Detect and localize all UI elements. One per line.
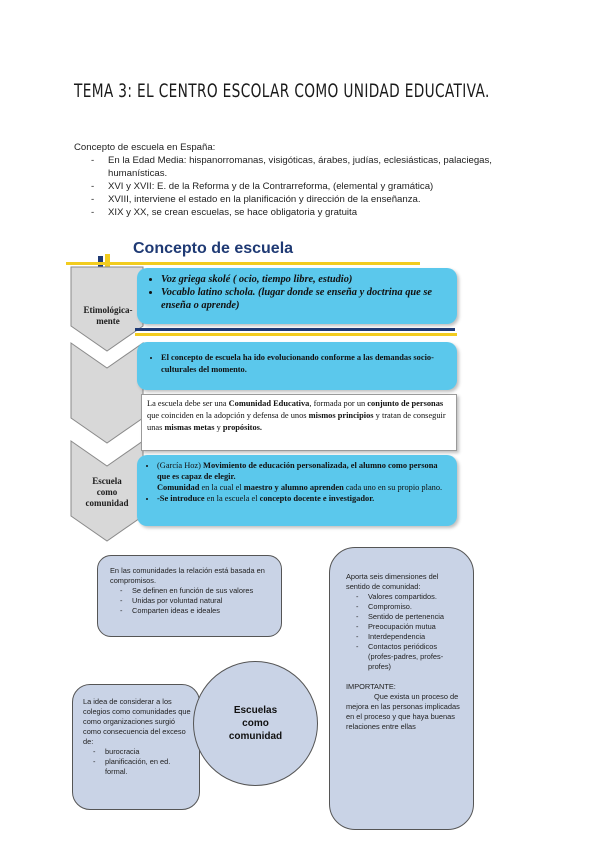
text-run-bold: mismos principios [308,411,374,420]
important-label: IMPORTANTE: [346,682,396,691]
text-run: que coinciden en la adopción y defensa de unos [147,411,309,420]
center-label-line: comunidad [228,731,283,742]
list-item: - Se definen en función de sus valores [132,586,271,596]
list-item: - Contactos periódicos (profes-padres, profes-profes) [368,642,463,672]
community-definition-box [141,394,457,451]
list-item: - Preocupación mutua [368,622,463,632]
list-item: - Comparten ideas e ideales [132,606,271,616]
text-run: La escuela debe ser una [147,399,229,408]
list-item: - Sentido de pertenencia [368,612,463,622]
mindmap-right-box [329,547,474,830]
mindmap-center-circle [193,661,318,786]
text-run-bold: Movimiento de educación personalizada, el alumno como persona que es capaz de elegir. [157,461,438,481]
list-item: - Interdependencia [368,632,463,642]
text-run: (García Hoz) [157,461,204,470]
decorative-bar [135,333,457,336]
text-run-bold: Comunidad Educativa [228,399,310,408]
etymology-box [137,268,457,324]
intro-section [74,141,534,219]
list-item: - Compromiso. [368,602,463,612]
text-run-bold: mismas metas [164,423,215,432]
text-run: y tratan de conseguir unas [147,411,446,432]
mindmap-right-intro: Aporta seis dimensiones del sentido de comunidad: [346,572,439,591]
text-run: y [214,423,223,432]
mindmap-top-intro: En las comunidades la relación está basada en compromisos. [110,566,265,585]
chevron-label-escuela-comunidad [72,476,142,509]
mindmap-left-box [72,684,200,810]
list-item: - Unidas por voluntad natural [132,596,271,606]
evolution-box [137,342,457,390]
chevron-label-line: comunidad [85,498,129,508]
center-label-line: Escuelas [233,705,278,716]
list-item: - XVIII, interviene el estado en la planificación y dirección de la enseñanza. [108,193,534,206]
intro-heading: Concepto de escuela en España: [74,142,216,153]
etymology-latin: • Vocablo latino schola. (lugar donde se enseña y doctrina que se enseña o aprende) [161,286,449,312]
personalized-item [157,493,451,504]
text-run: cada uno en su propio plano. [343,483,443,492]
list-item: - En la Edad Media: hispanorromanas, visigóticas, árabes, judías, eclesiásticas, palaciegas, humanísticas. [108,154,534,180]
text-run: en la cual el [199,483,244,492]
list-item: - XIX y XX, se crean escuelas, se hace obligatoria y gratuita [108,206,534,219]
list-item: - burocracia [105,747,191,757]
text-run: , formada por un [309,399,368,408]
text-run-bold: conjunto de personas [367,399,444,408]
important-text: Que exista un proceso de mejora en las personas implicadas en el proceso y que haya buenas relaciones entre ellas [346,692,460,731]
mindmap-top-box [97,555,282,637]
text-run: en la escuela el [206,494,260,503]
etymology-greek: • Voz griega skolé ( ocio, tiempo libre, estudio) [161,273,449,286]
chevron-label-etimologicamente: Etimológica-mente [83,305,133,326]
chevron-label-line: Escuela [92,476,122,486]
center-label-line: como [242,718,269,729]
diagram-title: Concepto de escuela [133,240,294,257]
personalized-item [157,460,451,493]
text-run-bold: -Se introduce [157,494,207,503]
text-run-bold: maestro y alumno aprenden [243,483,344,492]
text-run-bold: propósitos. [222,423,263,432]
list-item: - planificación, en ed. formal. [105,757,191,777]
text-run-bold: concepto docente e investigador. [259,494,375,503]
page-title: TEMA 3: EL CENTRO ESCOLAR COMO UNIDAD EDUCATIVA. [74,80,490,102]
text-run-bold: Comunidad [157,483,200,492]
chevron-shape [68,340,146,450]
list-item: - Valores compartidos. [368,592,463,602]
decorative-bar [135,328,455,331]
personalized-education-box [137,455,457,526]
chevron-label-line: como [96,487,118,497]
evolution-text: • El concepto de escuela ha ido evolucionando conforme a las demandas socio-culturales del momento. [161,352,449,376]
list-item: - XVI y XVII: E. de la Reforma y de la Contrarreforma, (elemental y gramática) [108,180,534,193]
intro-list [74,154,534,219]
mindmap-left-intro: La idea de considerar a los colegios como comunidades que como organizaciones surgió como consecuencia del exceso de: [83,697,191,746]
